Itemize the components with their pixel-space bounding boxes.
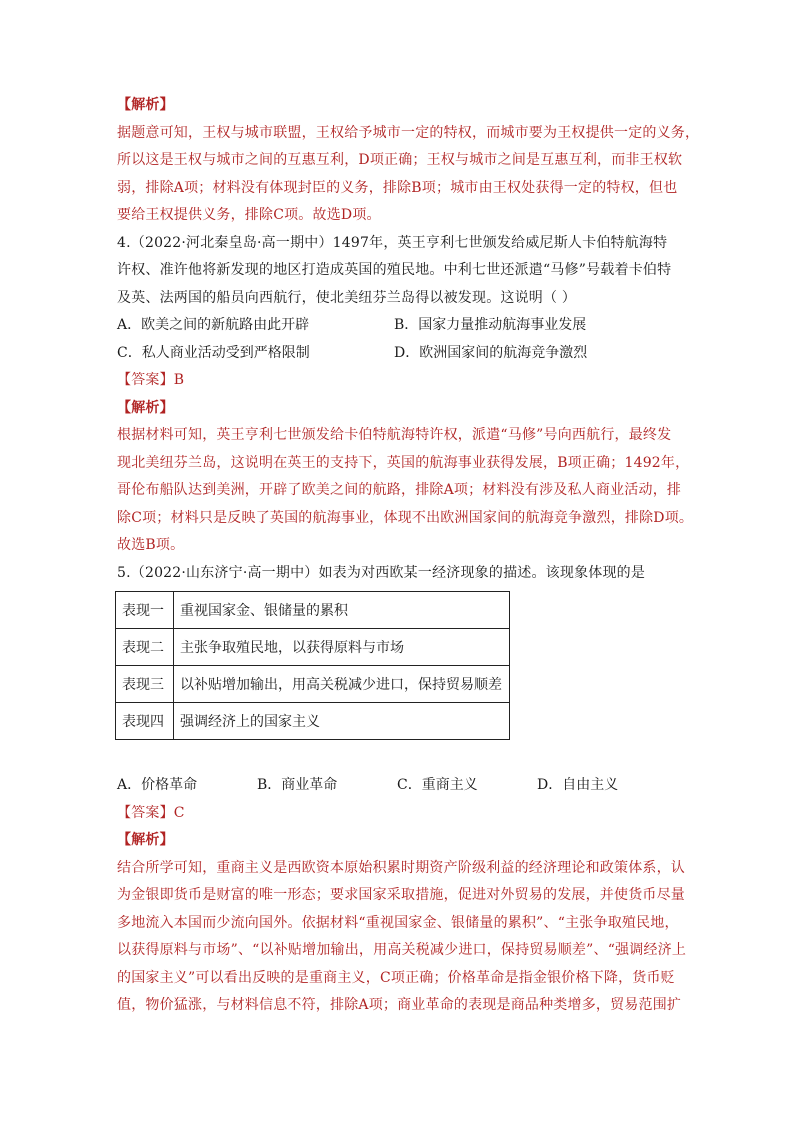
q3-analysis-line: 所以这是王权与城市之间的互惠互利，D项正确；王权与城市之间是互惠互利，而非王权软	[117, 152, 683, 168]
q4-stem-line: 许权、准许他将新发现的地区打造成英国的殖民地。中利七世还派遣“马修”号载着卡伯特	[117, 262, 672, 278]
q5-options-row	[117, 772, 677, 800]
q3-analysis-line: 据题意可知，王权与城市联盟，王权给予城市一定的特权，而城市要为王权提供一定的义务，	[117, 124, 700, 141]
q5-option-a: A．价格革命	[117, 777, 198, 793]
q4-analysis-line: 现北美纽芬兰岛，这说明在英王的支持下，英国的航海事业获得发展，B项正确；1492年，	[117, 454, 690, 471]
q4-answer: 【答案】B	[117, 372, 185, 388]
q4-option-d: D．欧洲国家间的航海竞争激烈	[394, 344, 588, 361]
q4-stem-line: 4.（2022·河北秦皇岛·高一期中）1497年，英王亨利七世颁发给威尼斯人卡伯特航海特	[117, 234, 668, 251]
table-cell-value: 主张争取殖民地，以获得原料与市场	[174, 629, 510, 666]
q5-option-d: D．自由主义	[537, 777, 619, 793]
table-row	[116, 666, 510, 703]
q5-table	[115, 591, 510, 740]
q4-options-row	[117, 312, 677, 340]
q4-option-a: A．欧美之间的新航路由此开辟	[117, 317, 310, 333]
q5-analysis-line: 为金银即货币是财富的唯一形态；要求国家采取措施，促进对外贸易的发展，并使货币尽量	[117, 887, 685, 903]
q5-stem: 5.（2022·山东济宁·高一期中）如表为对西欧某一经济现象的描述。该现象体现的是	[117, 564, 646, 581]
q4-analysis-label: 【解析】	[117, 399, 174, 416]
q3-analysis-label: 【解析】	[117, 97, 174, 113]
q4-stem-line: 及英、法两国的船员向西航行，使北美纽芬兰岛得以被发现。这说明（ ）	[117, 289, 577, 306]
document-page	[117, 92, 700, 1020]
q4-options-row	[117, 340, 677, 368]
q5-analysis-label: 【解析】	[117, 832, 174, 848]
q4-option-c: C．私人商业活动受到严格限制	[117, 344, 310, 361]
q5-analysis-line: 的国家主义”可以看出反映的是重商主义，C项正确；价格革命是指金银价格下降，货币贬	[117, 969, 675, 986]
q5-analysis-line: 以获得原料与市场”、“以补贴增加输出，用高关税减少进口，保持贸易顺差”、“强调经济上	[117, 942, 687, 958]
q4-analysis-line: 故选B项。	[117, 537, 185, 553]
table-cell-key: 表现四	[116, 703, 174, 740]
q5-answer: 【答案】C	[117, 804, 185, 821]
table-cell-key: 表现三	[116, 666, 174, 703]
q5-analysis-line: 多地流入本国而少流向国外。依据材料“重视国家金、银储量的累积”、“主张争取殖民地，	[117, 914, 679, 931]
table-cell-key: 表现二	[116, 629, 174, 666]
table-row	[116, 703, 510, 740]
q5-analysis-line: 结合所学可知，重商主义是西欧资本原始积累时期资产阶级利益的经济理论和政策体系，认	[117, 859, 685, 876]
table-cell-value: 强调经济上的国家主义	[174, 703, 510, 740]
q5-option-b: B．商业革命	[257, 777, 338, 793]
q3-analysis-line: 弱，排除A项；材料没有体现封臣的义务，排除B项；城市由王权处获得一定的特权，但也	[117, 179, 678, 196]
table-cell-value: 重视国家金、银储量的累积	[174, 592, 510, 629]
q4-analysis-line: 哥伦布船队达到美洲，开辟了欧美之间的航路，排除A项；材料没有涉及私人商业活动，排	[117, 482, 682, 498]
table-row	[116, 629, 510, 666]
q3-analysis-line: 要给王权提供义务，排除C项。故选D项。	[117, 207, 381, 223]
q4-option-b: B．国家力量推动航海事业发展	[394, 317, 587, 333]
q4-analysis-line: 除C项；材料只是反映了英国的航海事业，体现不出欧洲国家间的航海竞争激烈，排除D项。	[117, 509, 694, 526]
table-row	[116, 592, 510, 629]
q5-option-c: C．重商主义	[397, 777, 478, 793]
table-cell-value: 以补贴增加输出，用高关税减少进口，保持贸易顺差	[174, 666, 510, 703]
q5-analysis-line: 值，物价猛涨，与材料信息不符，排除A项；商业革命的表现是商品种类增多，贸易范围扩	[117, 997, 682, 1013]
q4-analysis-line: 根据材料可知，英王亨利七世颁发给卡伯特航海特许权，派遣“马修”号向西航行，最终发	[117, 427, 672, 443]
table-cell-key: 表现一	[116, 592, 174, 629]
